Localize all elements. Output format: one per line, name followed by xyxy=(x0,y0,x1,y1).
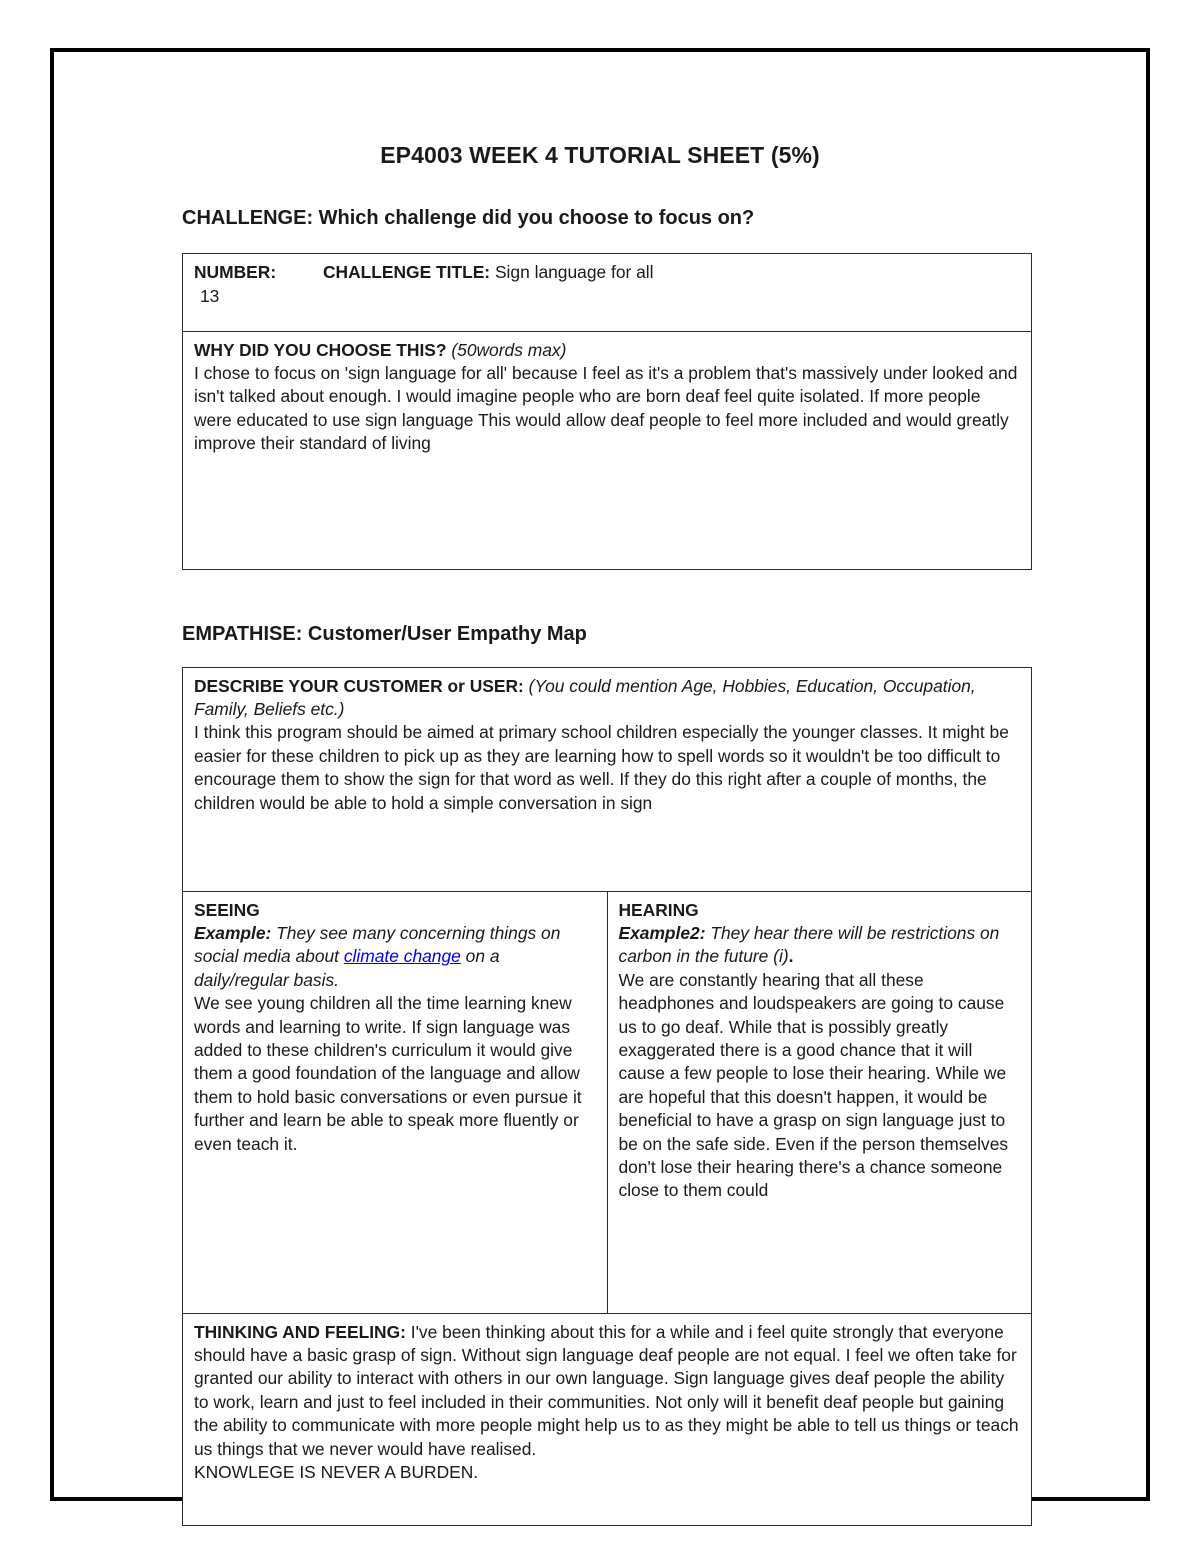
challenge-table xyxy=(182,253,1032,570)
seeing-example-label: Example: xyxy=(194,923,272,943)
describe-customer-hint: (You could mention Age, Hobbies, Education, Occupation, Family, Beliefs etc.) xyxy=(194,675,976,719)
table-row xyxy=(183,1313,1032,1525)
challenge-title-label: CHALLENGE TITLE: xyxy=(322,261,491,282)
document-page xyxy=(50,48,1150,1501)
hearing-heading: HEARING xyxy=(618,899,699,920)
page-title: EP4003 WEEK 4 TUTORIAL SHEET (5%) xyxy=(380,142,820,168)
hearing-example-text: They hear there will be restrictions on carbon in the future (i) xyxy=(618,923,1000,967)
empathise-section-heading: EMPATHISE: Customer/User Empathy Map xyxy=(182,622,587,645)
challenge-title-value: Sign language for all xyxy=(494,261,654,282)
seeing-example-text-after: on a daily/regular basis. xyxy=(194,946,500,990)
seeing-cell xyxy=(183,891,608,1313)
challenge-section-heading: CHALLENGE: Which challenge did you choose to focus on? xyxy=(182,206,755,229)
page-content xyxy=(54,52,1146,1497)
seeing-heading: SEEING xyxy=(194,899,260,920)
why-choose-answer: I chose to focus on 'sign language for all' because I feel as it's a problem that's massively under looked and isn't talked about enough. I would imagine people who are born deaf feel quite isolated. If more people were educated to use sign language This would allow deaf people to feel more included and would greatly improve their standard of living xyxy=(194,363,1018,454)
why-choose-hint: (50words max) xyxy=(451,339,567,360)
hearing-cell xyxy=(607,891,1032,1313)
describe-customer-label: DESCRIBE YOUR CUSTOMER or USER: xyxy=(194,675,524,696)
table-row xyxy=(183,891,1032,1313)
describe-customer-answer: I think this program should be aimed at primary school children especially the younger classes. It might be easier for these children to pick up as they are learning how to spell words so it wouldn't be too difficult to encourage them to show the sign for that word as well. If they do this right after a couple of months, the children would be able to hold a simple conversation in sign xyxy=(194,722,1009,813)
challenge-number-cell xyxy=(183,253,1032,331)
table-row xyxy=(183,253,1032,331)
table-row xyxy=(183,331,1032,569)
seeing-answer: We see young children all the time learning knew words and learning to write. If sign language was added to these children's curriculum it would give them a good foundation of the language and allow them to hold basic conversations or even pursue it further and learn be able to speak more fluently or even teach it. xyxy=(194,993,582,1154)
hearing-example-period: . xyxy=(788,946,794,967)
empathy-map-table xyxy=(182,667,1032,1526)
seeing-example-text-before: They see many concerning things on social media about xyxy=(194,923,561,967)
number-label: NUMBER: xyxy=(194,261,277,282)
why-choose-cell xyxy=(183,331,1032,569)
challenge-number-value: 13 xyxy=(200,286,220,306)
describe-customer-cell xyxy=(183,667,1032,891)
thinking-feeling-closing: KNOWLEGE IS NEVER A BURDEN. xyxy=(194,1462,479,1483)
thinking-feeling-answer: I've been thinking about this for a while and i feel quite strongly that everyone should have a basic grasp of sign. Without sign language deaf people are not equal. I feel we often take for granted our ability to interact with others in our own language. Sign language gives deaf people the ability to work, learn and just to feel included in their communities. Not only will it benefit deaf people but gaining the ability to communicate with more people might help us to as they might be able to tell us things or teach us things that we never would have realised. xyxy=(194,1321,1019,1459)
thinking-feeling-label: THINKING AND FEELING: xyxy=(194,1321,406,1342)
why-choose-label: WHY DID YOU CHOOSE THIS? xyxy=(194,339,447,360)
thinking-feeling-cell xyxy=(183,1313,1032,1525)
table-row xyxy=(183,667,1032,891)
hearing-answer: We are constantly hearing that all these headphones and loudspeakers are going to cause us to go deaf. While that is possibly greatly exaggerated there is a good chance that it will cause a few people to lose their hearing. While we are hopeful that this doesn't happen, it would be beneficial to have a grasp on sign language just to be on the safe side. Even if the person themselves don't lose their hearing there's a chance someone close to them could xyxy=(618,969,1009,1201)
climate-change-link[interactable]: climate change xyxy=(343,946,461,967)
hearing-example-label: Example2: xyxy=(618,923,706,943)
